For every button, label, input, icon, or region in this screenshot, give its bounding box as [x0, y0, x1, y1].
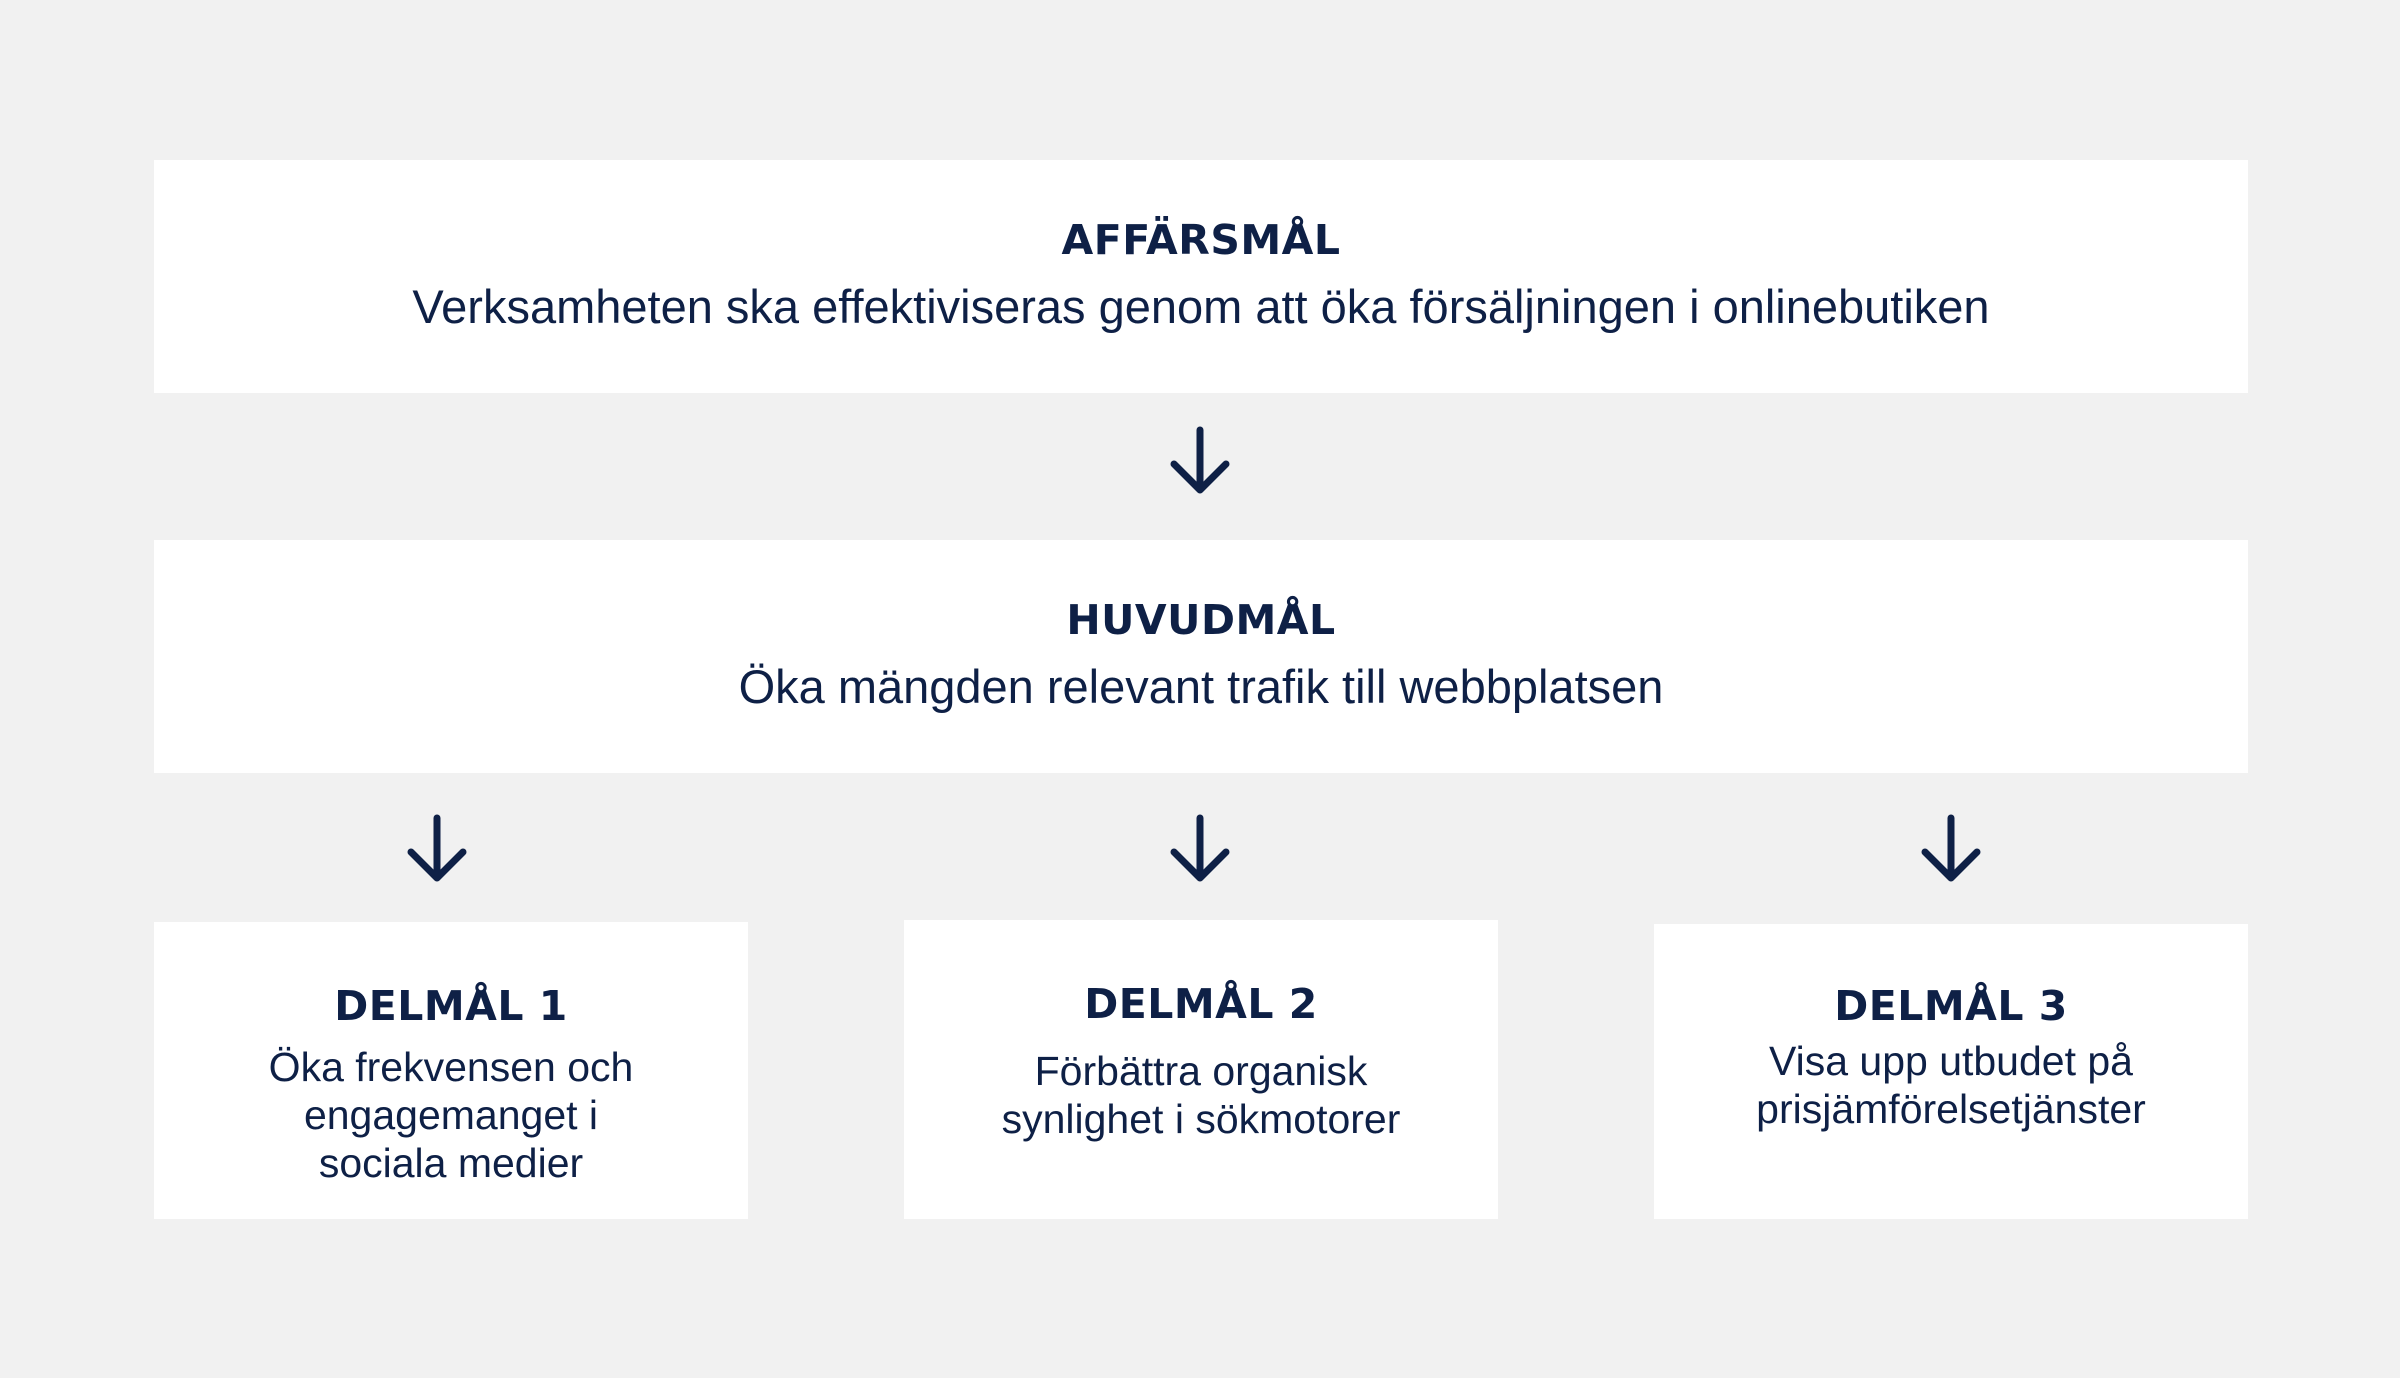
sub-goal-1-line: engagemanget i: [303, 1092, 599, 1139]
sub-goal-3-box: [1654, 924, 2248, 1219]
arrow-down-icon: [1921, 814, 1981, 886]
sub-goal-3-title: DELMÅL 3: [1834, 982, 2068, 1030]
business-goal-text: Verksamheten ska effektiviseras genom att öka försäljningen i onlinebutiken: [412, 279, 1990, 333]
business-goal-title: AFFÄRSMÅL: [1061, 215, 1341, 264]
sub-goal-1-box: [154, 922, 748, 1219]
sub-goal-1-line: sociala medier: [318, 1140, 584, 1187]
sub-goal-2-text: [1002, 1047, 1401, 1143]
sub-goal-1-text: [269, 1043, 634, 1187]
sub-goal-1-title: DELMÅL 1: [334, 982, 568, 1030]
sub-goal-3-line: prisjämförelsetjänster: [1756, 1086, 2146, 1133]
sub-goal-2-title: DELMÅL 2: [1084, 980, 1318, 1028]
main-goal-box: [154, 540, 2248, 773]
business-goal-box: [154, 160, 2248, 393]
sub-goal-2-line: synlighet i sökmotorer: [1001, 1096, 1401, 1143]
sub-goal-3-text: [1756, 1037, 2146, 1133]
main-goal-text: Öka mängden relevant trafik till webbplatsen: [738, 659, 1664, 713]
arrow-down-icon: [1170, 426, 1230, 498]
main-goal-title: HUVUDMÅL: [1066, 595, 1336, 644]
arrow-down-icon: [1170, 814, 1230, 886]
sub-goal-2-box: [904, 920, 1498, 1219]
sub-goal-3-line: Visa upp utbudet på: [1768, 1038, 2133, 1085]
sub-goal-2-line: Förbättra organisk: [1034, 1048, 1368, 1095]
arrow-down-icon: [407, 814, 467, 886]
sub-goal-1-line: Öka frekvensen och: [268, 1044, 634, 1091]
